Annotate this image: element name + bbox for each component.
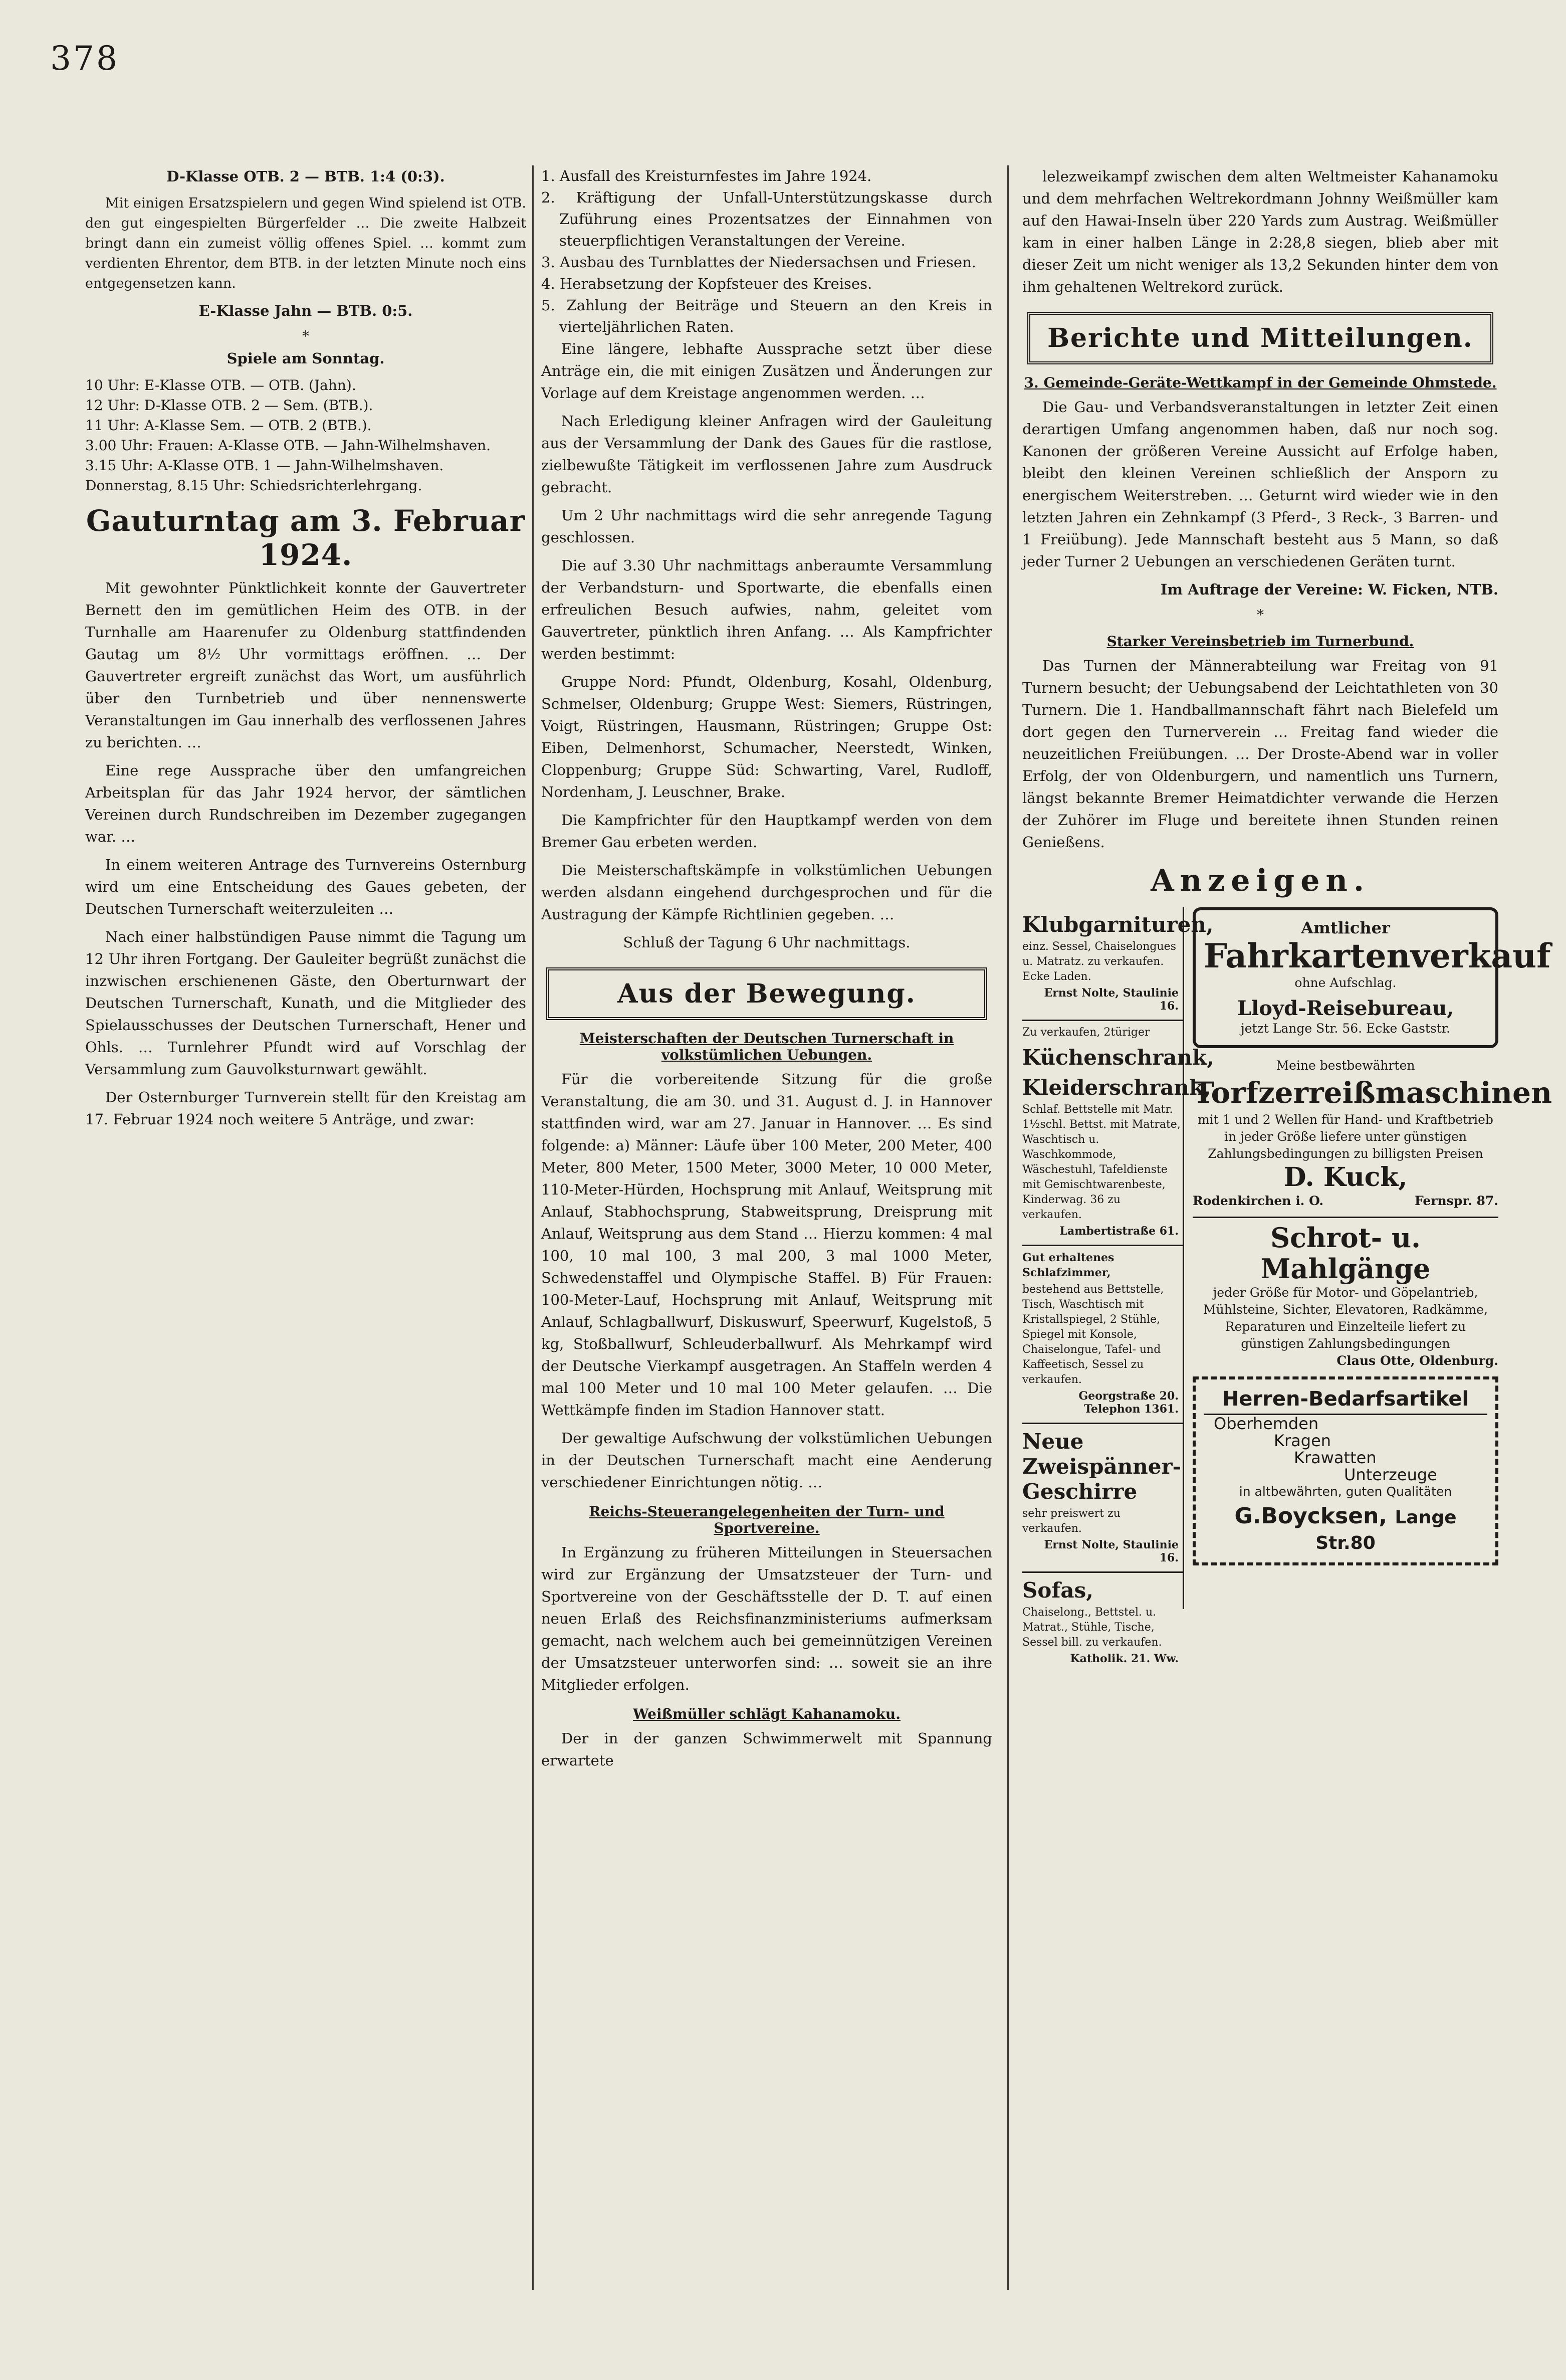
ad-body: mit 1 und 2 Wellen für Hand- und Kraftbetrieb in jeder Größe liefere unter günstigen Zahlungsbedingungen zu billigsten Preisen <box>1198 1112 1493 1161</box>
ad-mahlgaenge <box>1193 1222 1498 1369</box>
display-ads <box>1193 907 1552 1574</box>
ad-title: Kleiderschrank, <box>1022 1075 1211 1100</box>
ad-title: Neue Zweispänner-Geschirre <box>1022 1429 1182 1504</box>
ad-phone: Fernspr. 87. <box>1415 1194 1498 1208</box>
article-paragraph: Die Gau- und Verbandsveranstaltungen in letzter Zeit einen derartigen Umfang angenommen haben, daß nur noch sog. Kanonen der größeren Vereine Aussicht auf Erfolge haben, bleibt den kleinen Vereinen schließlich der Ansporn zu energischem Weiterstreben. … Geturnt wird wieder wie in den letzten Jahren ein Zehnkampf (3 Pferd-, 3 Reck-, 3 Barren- und 1 Freiübung). Jede Mannschaft besteht aus 5 Mann, so daß jeder Turner 2 Uebungen an verschiedenen Geräten turnt. <box>1022 399 1498 570</box>
schedule-item: 3.00 Uhr: Frauen: A-Klasse OTB. — Jahn-Wilhelmshaven. <box>85 437 491 454</box>
ad-signature: Georgstraße 20. Telephon 1361. <box>1078 1390 1179 1416</box>
ad-company: Claus Otte, Oldenburg. <box>1336 1353 1498 1368</box>
ad-headline: Fahrkartenverkauf <box>1204 936 1551 975</box>
ad-body: jeder Größe für Motor- und Göpelantrieb, Mühlsteine, Sichter, Elevatoren, Radkämme, Reparaturen und Einzelteile liefert zu günstigen Zahlungsbedingungen <box>1203 1285 1488 1351</box>
ad-divider <box>1022 1020 1183 1021</box>
ad-kicker: Meine bestbewährten <box>1276 1058 1415 1073</box>
column-rule <box>532 165 534 2290</box>
subsection-title: Weißmüller schlägt Kahanamoku. <box>633 1706 901 1722</box>
article-paragraph: Die auf 3.30 Uhr nachmittags anberaumte Versammlung der Verbandsturn- und Sportwarte, die ebenfalls einen erfreulichen Besuch aufwies, nahm, geleitet vom Gauvertreter, pünktlich ihren Anfang. … Als Kampfrichter werden bestimmt: <box>541 557 992 662</box>
classified-ad <box>1022 912 1214 1013</box>
ad-item: Krawatten <box>1294 1448 1377 1467</box>
motion-item: 2. Kräftigung der Unfall-Unterstützungskasse durch Zuführung eines Prozentsatzes der Einnahmen von steuerpflichtigen Veranstaltungen der Vereine. <box>541 189 992 249</box>
match-report: Mit einigen Ersatzspielern und gegen Wind spielend ist OTB. den gut eingespielten Bürgerfelder … Die zweite Halbzeit bringt dann ein zumeist völlig offenes Spiel. … kommt zum verdienten Ehrentor, dem BTB. in der letzten Minute noch eins entgegensetzen kann. <box>85 195 526 291</box>
motion-item: 4. Herabsetzung der Kopfsteuer des Kreises. <box>541 275 872 292</box>
article-paragraph: Die Kampfrichter für den Hauptkampf werden von dem Bremer Gau erbeten werden. <box>541 812 992 851</box>
column-2 <box>541 165 992 2290</box>
schedule-list <box>85 375 526 496</box>
article-paragraph: Der Osternburger Turnverein stellt für den Kreistag am 17. Februar 1924 noch weitere 5 Anträge, und zwar: <box>85 1089 526 1128</box>
classified-ad <box>1022 1250 1183 1416</box>
article-paragraph: lelezweikampf zwischen dem alten Weltmeister Kahanamoku und dem mehrfachen Weltrekordmann Johnny Weißmüller kam auf den Hawai-Inseln über 220 Yards zum Austrag. Weißmüller kam in einer halben Länge in 2:28,8 siegen, blieb aber mit dieser Zeit um nicht weniger als 13,2 Sekunden hinter dem von ihm gehaltenen Weltrekord zurück. <box>1022 168 1498 295</box>
schedule-item: 10 Uhr: E-Klasse OTB. — OTB. (Jahn). <box>85 377 356 393</box>
ad-text: bestehend aus Bettstelle, Tisch, Waschtisch mit Kristallspiegel, 2 Stühle, Spiegel mit Konsole, Chaiselongue, Tafel- und Kaffeetisch, Sessel zu verkaufen. <box>1022 1283 1164 1386</box>
ads-heading: Anzeigen. <box>1151 863 1370 898</box>
ad-company: G.Boycksen, <box>1234 1503 1388 1529</box>
separator: * <box>1257 607 1264 623</box>
column-rule <box>1007 165 1009 2290</box>
motion-item: 3. Ausbau des Turnblattes der Niedersachsen und Friesen. <box>541 254 976 271</box>
classified-ad <box>1022 1429 1183 1564</box>
signature: Im Auftrage der Vereine: W. Ficken, NTB. <box>1160 581 1498 598</box>
subsection-title: 3. Gemeinde-Geräte-Wettkampf in der Gemeinde Ohmstede. <box>1024 374 1497 391</box>
subsection-title: Starker Vereinsbetrieb im Turnerbund. <box>1106 633 1414 650</box>
ad-title: Klubgarnituren, <box>1022 912 1214 937</box>
ad-item: Oberhemden <box>1214 1414 1319 1433</box>
motions-list <box>541 165 992 338</box>
ad-torfmaschinen <box>1193 1057 1552 1210</box>
ad-place: Rodenkirchen i. O. <box>1193 1194 1324 1208</box>
article-headline: Gauturntag am 3. Februar 1924. <box>86 504 526 572</box>
schedule-item: Donnerstag, 8.15 Uhr: Schiedsrichterlehrgang. <box>85 477 422 494</box>
ad-divider <box>1193 1217 1498 1218</box>
article-paragraph: Eine längere, lebhafte Aussprache setzt über diese Anträge ein, die mit einigen Zusätzen und Änderungen zur Vorlage auf dem Kreistage angenommen werden. … <box>541 340 992 402</box>
ad-item: Kragen <box>1274 1431 1331 1450</box>
article-paragraph: Das Turnen der Männerabteilung war Freitag von 91 Turnern besucht; der Uebungsabend der Leichtathleten von 30 Turnern. Die 1. Handballmannschaft fährt nach Bielefeld um dort gegen den Turnerverein … Freitag fand wieder die neuzeitlichen Freiübungen. … Der Droste-Abend war in voller Erfolg, der von Oldenburgern, und namentlich uns Turnern, längst bekannte Bremer Heimatdichter verwande die Herzen der Zuhörer im Fluge und bereitete ihnen Stunden reinen Genießens. <box>1022 657 1498 851</box>
classified-ad <box>1022 1025 1214 1238</box>
separator: * <box>302 328 309 344</box>
ad-company-line <box>1204 1503 1487 1554</box>
ad-text: Chaiselong., Bettstel. u. Matrat., Stühle, Tische, Sessel bill. zu verkaufen. <box>1022 1606 1162 1649</box>
closing-line: Schluß der Tagung 6 Uhr nachmittags. <box>623 934 911 951</box>
ad-item: Unterzeuge <box>1344 1465 1437 1484</box>
ad-contact-line <box>1193 1193 1498 1210</box>
ads-area <box>1022 907 1552 1665</box>
ad-signature: Katholik. 21. Ww. <box>1070 1652 1179 1665</box>
ad-title: Küchenschrank, <box>1022 1045 1214 1070</box>
motion-item: 1. Ausfall des Kreisturnfestes im Jahre 1924. <box>541 167 872 184</box>
ad-signature: Ernst Nolte, Staulinie 16. <box>1044 986 1179 1013</box>
ad-text: Schlaf. Bettstelle mit Matr. 1½schl. Bettst. mit Matrate, Waschtisch u. Waschkommode, Wäschestuhl, Tafeldienste mit Gemischtwarenbeste, Kinderwag. 36 zu verkaufen. <box>1022 1103 1181 1221</box>
ad-fahrkarten <box>1193 907 1551 1048</box>
article-paragraph: Die Meisterschaftskämpfe in volkstümlichen Uebungen werden alsdann eingehend durchgesprochen und für die Austragung der Kämpfe Richtlinien gegeben. … <box>541 862 992 923</box>
section-box-heading: Aus der Bewegung. <box>546 967 987 1020</box>
column-3 <box>1022 165 1552 2290</box>
ad-herrenartikel <box>1193 1376 1498 1565</box>
ad-signature: Lambertistraße 61. <box>1059 1225 1179 1238</box>
article-paragraph: Für die vorbereitende Sitzung für die große Veranstaltung, die am 30. und 31. August d. J. in Hannover stattfinden wird, war am 27. Januar in Hannover. … Es sind folgende: a) Männer: Läufe über 100 Meter, 200 Meter, 400 Meter, 800 Meter, 1500 Meter, 3000 Meter, 10 000 Meter, 110-Meter-Hürden, Hochsprung mit Anlauf, Weitsprung mit Anlauf, Stabhochsprung, Stabweitsprung, Dreisprung mit Anlauf, Weitsprung aus dem Stand … Hierzu kommen: 4 mal 100, 10 mal 100, 3 mal 200, 3 mal 1000 Meter, Schwedenstaffel und Olympische Staffel. B) Für Frauen: 100-Meter-Lauf, Hochsprung mit Anlauf, Weitsprung mit Anlauf, Schlagballwurf, Diskuswurf, Speerwurf, Kugelstoß, 5 kg, Stoßballwurf, Schleuderballwurf. Als Mehrkampf wird der Deutsche Vierkampf ausgetragen. An Staffeln werden 4 mal 100 Meter und 10 mal 100 Meter gelaufen. … Die Wettkämpfe finden im Stadion Hannover statt. <box>541 1071 992 1419</box>
classified-ad <box>1022 1578 1183 1665</box>
ad-address: Lange Str.80 <box>1315 1507 1457 1553</box>
article-paragraph: Um 2 Uhr nachmittags wird die sehr anregende Tagung geschlossen. <box>541 507 992 546</box>
classified-ads <box>1022 907 1214 1665</box>
schedule-item: 3.15 Uhr: A-Klasse OTB. 1 — Jahn-Wilhelmshaven. <box>85 457 444 474</box>
ad-divider <box>1022 1245 1183 1246</box>
article-paragraph: In Ergänzung zu früheren Mitteilungen in Steuersachen wird zur Ergänzung der Umsatzsteuer der Turn- und Sportvereine von der Geschäftsstelle der D. T. auf einen neuen Erlaß des Reichsfinanzministeriums aufmerksam gemacht, nach welchem auch bei gemeinnützigen Vereinen der Umsatzsteuer unterworfen sind: … soweit sie an ihre Mitglieder erfolgen. <box>541 1544 992 1693</box>
ad-company: D. Kuck, <box>1283 1162 1408 1193</box>
ad-kicker: Amtlicher <box>1301 918 1390 937</box>
section-box-heading: Berichte und Mitteilungen. <box>1027 312 1493 364</box>
article-paragraph: Mit gewohnter Pünktlichkeit konnte der Gauvertreter Bernett den im gemütlichen Heim des OTB. in der Turnhalle am Haarenufer zu Oldenburg stattfindenden Gautag um 8½ Uhr vormittags eröffnen. … Der Gauvertreter ergreift zunächst das Wort, um ausführlich über den Turnbetrieb und über nennenswerte Veranstaltungen im Gau innerhalb des verflossenen Jahres zu berichten. … <box>85 579 526 751</box>
schedule-item: 12 Uhr: D-Klasse OTB. 2 — Sem. (BTB.). <box>85 397 373 414</box>
article-paragraph: Nach Erledigung kleiner Anfragen wird der Gauleitung aus der Versammlung der Dank des Gaues für die rastlose, zielbewußte Tätigkeit im verflossenen Jahre zum Ausdruck gebracht. <box>541 413 992 496</box>
column-1 <box>85 165 526 2290</box>
ad-company: Lloyd-Reisebureau, <box>1237 997 1454 1020</box>
subsection-title: Meisterschaften der Deutschen Turnerschaft in volkstümlichen Uebungen. <box>579 1030 954 1063</box>
page-number: 378 <box>50 39 119 78</box>
ad-text: einz. Sessel, Chaiselongues u. Matratz. zu verkaufen. Ecke Laden. <box>1022 940 1176 983</box>
ad-divider <box>1022 1423 1183 1424</box>
article-paragraph: Nach einer halbstündigen Pause nimmt die Tagung um 12 Uhr ihren Fortgang. Der Gauleiter begrüßt zunächst die inzwischen erschienenen Gäste, den Oberturnwart der Deutschen Turnerschaft, Kunath, und die Mitglieder des Spielausschusses der Deutschen Turnerschaft, Hener und Ohls. … Turnlehrer Pfundt wird auf Vorschlag der Versammlung zum Gauvolksturnwart gewählt. <box>85 928 526 1078</box>
ad-headline: Herren-Bedarfsartikel <box>1204 1387 1487 1415</box>
article-paragraph: In einem weiteren Antrage des Turnvereins Osternburg wird um eine Entscheidung des Gaues gebeten, der Deutschen Turnerschaft weiterzuleiten … <box>85 856 526 917</box>
ad-text: sehr preiswert zu verkaufen. <box>1022 1507 1121 1535</box>
subsection-title: Reichs-Steuerangelegenheiten der Turn- und Sportvereine. <box>589 1503 945 1536</box>
match-result-heading: D-Klasse OTB. 2 — BTB. 1:4 (0:3). <box>166 168 445 185</box>
article-paragraph: Der in der ganzen Schwimmerwelt mit Spannung erwartete <box>541 1730 992 1769</box>
ad-headline: Torfzerreißmaschinen <box>1193 1076 1552 1110</box>
article-paragraph: Eine rege Aussprache über den umfangreichen Arbeitsplan für das Jahr 1924 hervor, der sämtlichen Vereinen durch Rundschreiben im Dezember zugegangen war. … <box>85 762 526 845</box>
ad-title: Gut erhaltenes Schlafzimmer, <box>1022 1251 1114 1279</box>
ad-signature: Ernst Nolte, Staulinie 16. <box>1044 1538 1179 1564</box>
ad-text: Zu verkaufen, 2türiger <box>1022 1026 1150 1039</box>
ad-title: Sofas, <box>1022 1578 1093 1603</box>
referee-list: Gruppe Nord: Pfundt, Oldenburg, Kosahl, Oldenburg, Schmelser, Oldenburg; Gruppe West: Siemers, Rüstringen, Voigt, Rüstringen, Hausmann, Rüstringen; Gruppe Ost: Eiben, Delmenhorst, Schumacher, Neerstedt, Winken, Cloppenburg; Gruppe Süd: Schwarting, Varel, Rudloff, Nordenham, J. Leuschner, Brake. <box>541 673 992 801</box>
article-paragraph: Der gewaltige Aufschwung der volkstümlichen Uebungen in der Deutschen Turnerschaft macht eine Aenderung verschiedener Einrichtungen nötig. … <box>541 1430 992 1491</box>
motion-item: 5. Zahlung der Beiträge und Steuern an den Kreis in vierteljährlichen Raten. <box>541 297 992 335</box>
match-result-heading: E-Klasse Jahn — BTB. 0:5. <box>198 302 413 319</box>
schedule-item: 11 Uhr: A-Klasse Sem. — OTB. 2 (BTB.). <box>85 417 372 434</box>
ad-headline: Schrot- u. Mahlgänge <box>1260 1222 1431 1285</box>
schedule-title: Spiele am Sonntag. <box>227 350 385 367</box>
ad-body: in altbewährten, guten Qualitäten <box>1239 1484 1452 1499</box>
ad-address: jetzt Lange Str. 56. Ecke Gaststr. <box>1240 1021 1450 1036</box>
ad-subline: ohne Aufschlag. <box>1294 975 1397 990</box>
ad-divider <box>1022 1571 1183 1573</box>
